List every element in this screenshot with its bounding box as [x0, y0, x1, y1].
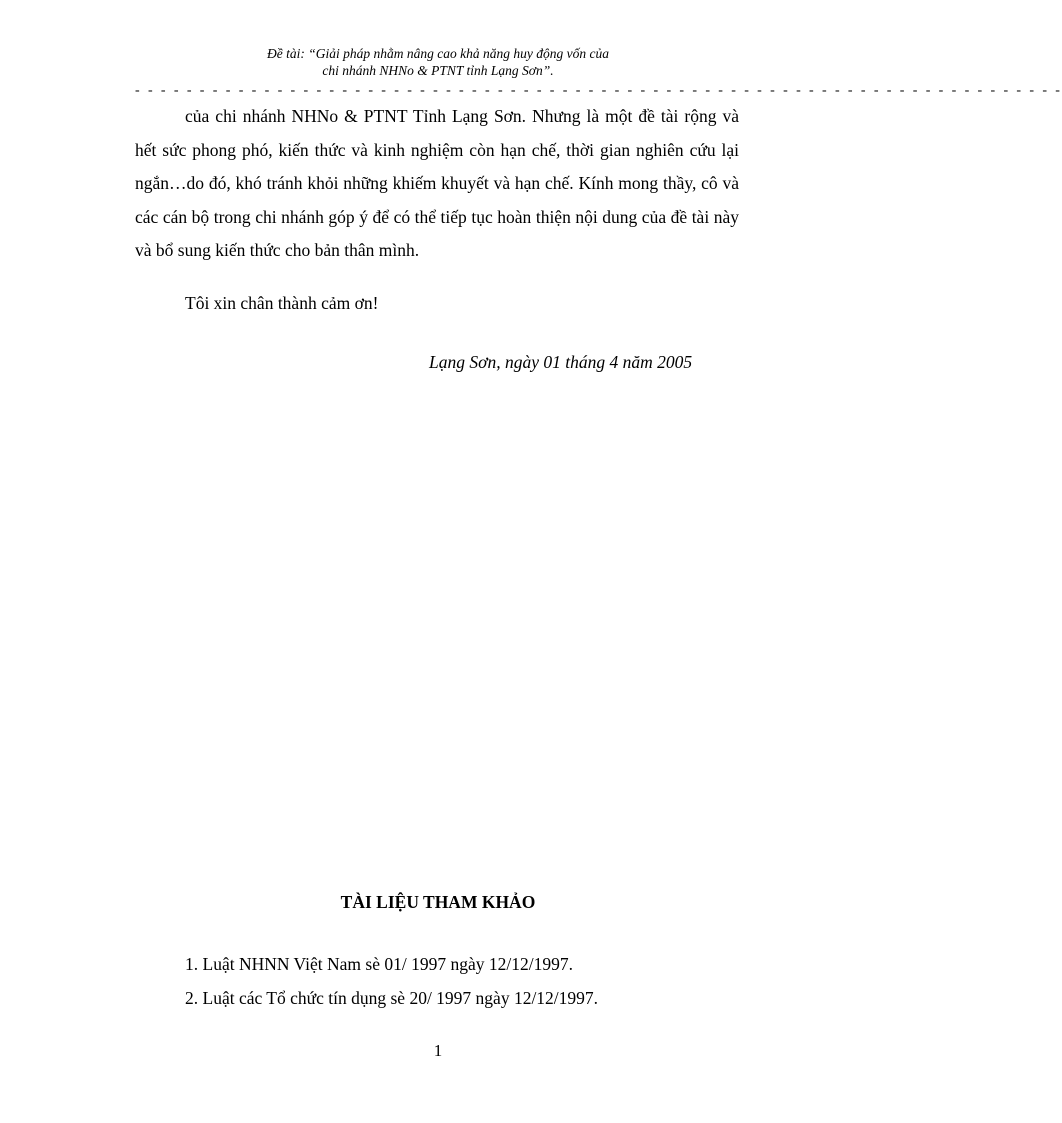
header-line-1: Đề tài: “Giải pháp nhằm nâng cao khả năng huy động vốn của	[267, 46, 609, 61]
references-title: TÀI LIỆU THAM KHẢO	[340, 892, 536, 912]
thanks-line: Tôi xin chân thành cảm ơn!	[185, 293, 379, 313]
page-number: 1	[433, 1041, 443, 1060]
place-date-signature: Lạng Sơn, ngày 01 tháng 4 năm 2005	[429, 352, 693, 372]
references-list	[185, 947, 598, 1015]
reference-item: 1. Luật NHNN Việt Nam sè 01/ 1997 ngày 12/12/1997.	[185, 954, 573, 974]
header-divider: - - - - - - - - - - - - - - - - - - - - - - - - - - - - - - - - - - - - - - - - - - - - - - - - - - - - - - - - - - - - - - - - - - - - - - - -	[135, 83, 1062, 98]
running-header	[0, 45, 876, 79]
header-line-2: chi nhánh NHNo & PTNT tỉnh Lạng Sơn”.	[322, 63, 554, 78]
body-paragraph: của chi nhánh NHNo & PTNT Tỉnh Lạng Sơn. Nhưng là một đề tài rộng và hết sức phong phó, kiến thức và kinh nghiệm còn hạn chế, thời gian nghiên cứu lại ngắn…do đó, khó tránh khỏi những khiếm khuyết và hạn chế. Kính mong thầy, cô và các cán bộ trong chi nhánh góp ý để có thể tiếp tục hoàn thiện nội dung của đề tài này và bổ sung kiến thức cho bản thân mình.	[135, 106, 739, 260]
reference-item: 2. Luật các Tổ chức tín dụng sè 20/ 1997 ngày 12/12/1997.	[185, 988, 599, 1008]
